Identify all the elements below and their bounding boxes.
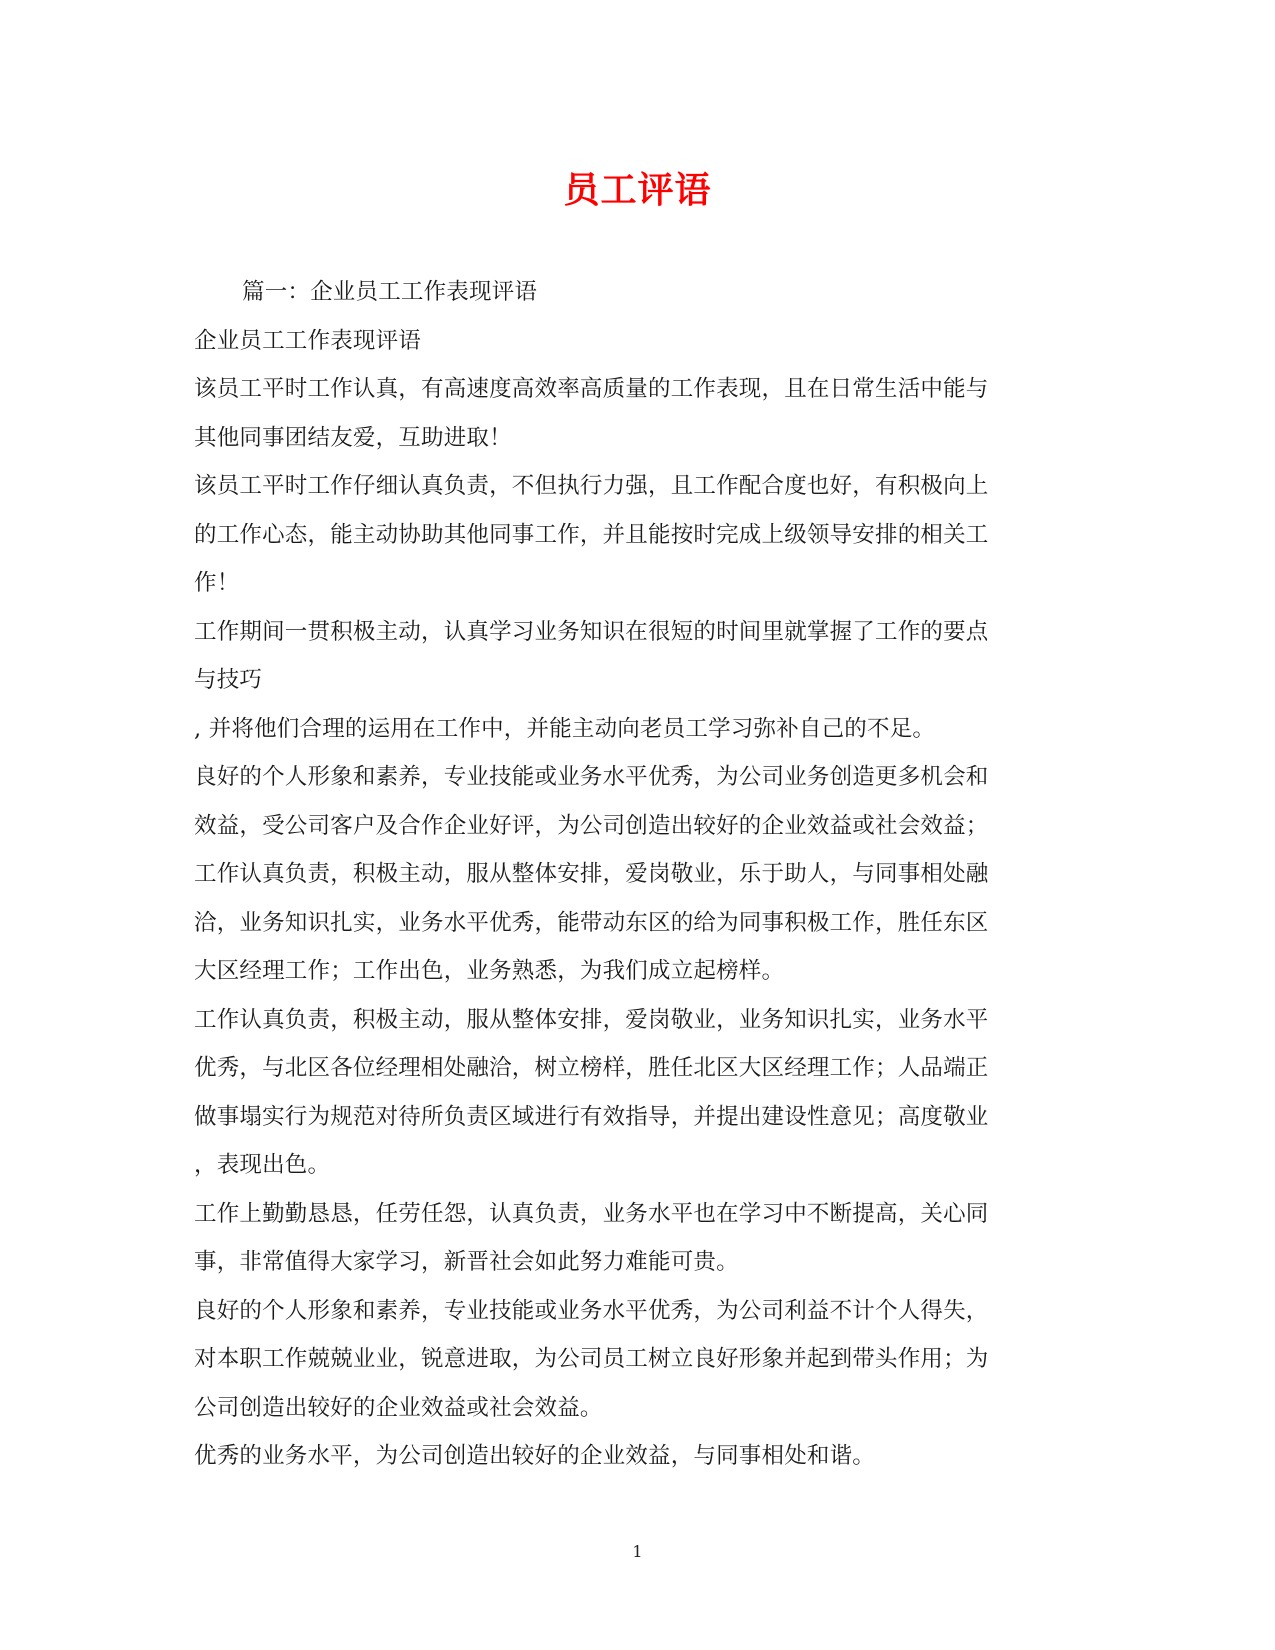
text-line: 与技巧: [194, 667, 263, 693]
text-line: 优秀，与北区各位经理相处融洽，树立榜样，胜任北区大区经理工作；人品端正: [194, 1055, 989, 1081]
text-line: 良好的个人形象和素养，专业技能或业务水平优秀，为公司利益不计个人得失，: [194, 1297, 989, 1324]
text-line: 大区经理工作；工作出色，业务熟悉，为我们成立起榜样。: [194, 958, 785, 984]
document-body: [194, 268, 1070, 1481]
text-line: 企业员工工作表现评语: [194, 327, 422, 354]
text-line: 做事塌实行为规范对待所负责区域进行有效指导，并提出建设性意见；高度敬业: [194, 1103, 989, 1130]
text-line: 效益，受公司客户及合作企业好评，为公司创造出较好的企业效益或社会效益；: [194, 812, 989, 839]
text-line: 工作认真负责，积极主动，服从整体安排，爱岗敬业，乐于助人，与同事相处融: [194, 861, 989, 887]
text-line: 对本职工作兢兢业业，锐意进取，为公司员工树立良好形象并起到带头作用；为: [194, 1346, 989, 1372]
text-line: 该员工平时工作认真，有高速度高效率高质量的工作表现，且在日常生活中能与: [194, 376, 989, 402]
text-line: ，表现出色。: [194, 1152, 331, 1178]
document-title: 员工评语: [563, 169, 712, 211]
text-line: 工作认真负责，积极主动，服从整体安排，爱岗敬业，业务知识扎实，业务水平: [194, 1006, 989, 1033]
text-line: 工作上勤勤恳恳，任劳任怨，认真负责，业务水平也在学习中不断提高，关心同: [194, 1200, 989, 1227]
text-line: 作！: [194, 570, 240, 596]
text-line: 的工作心态，能主动协助其他同事工作，并且能按时完成上级领导安排的相关工: [194, 521, 989, 548]
text-line: 该员工平时工作仔细认真负责，不但执行力强，且工作配合度也好，有积极向上: [194, 473, 989, 499]
text-line: 其他同事团结友爱，互助进取！: [194, 424, 512, 451]
text-line: 洽，业务知识扎实，业务水平优秀，能带动东区的给为同事积极工作，胜任东区: [194, 909, 989, 936]
section-heading: 篇一：企业员工工作表现评语: [242, 279, 538, 305]
text-line: 优秀的业务水平，为公司创造出较好的企业效益，与同事相处和谐。: [194, 1443, 876, 1469]
text-line: , 并将他们合理的运用在工作中，并能主动向老员工学习弥补自己的不足。: [194, 715, 936, 742]
text-line: 事，非常值得大家学习，新晋社会如此努力难能可贵。: [194, 1249, 739, 1275]
text-line: 公司创造出较好的企业效益或社会效益。: [194, 1394, 603, 1421]
page-number: 1: [632, 1542, 643, 1561]
text-line: 良好的个人形象和素养，专业技能或业务水平优秀，为公司业务创造更多机会和: [194, 764, 989, 790]
text-line: 工作期间一贯积极主动，认真学习业务知识在很短的时间里就掌握了工作的要点: [194, 618, 989, 645]
